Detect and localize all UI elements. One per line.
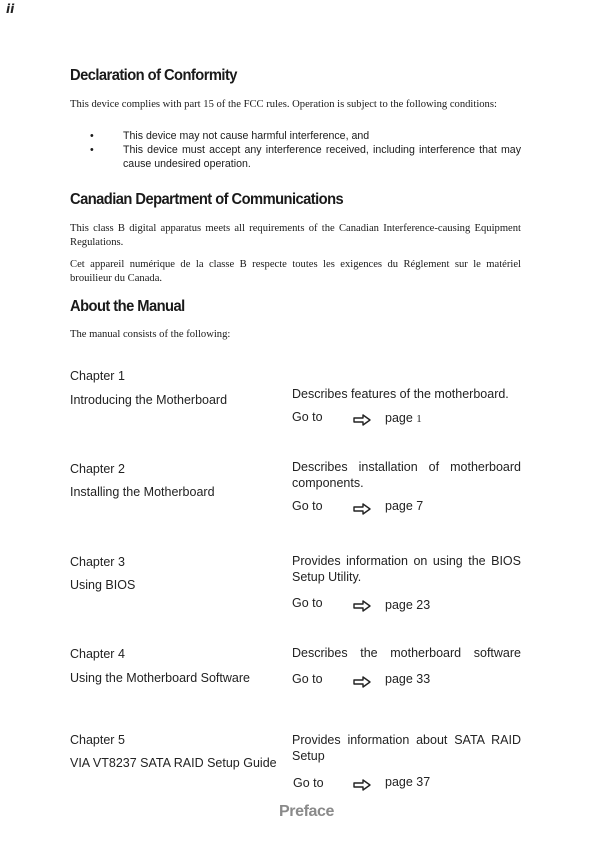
conformity-intro: This device complies with part 15 of the FCC rules. Operation is subject to the following conditions: (70, 99, 497, 110)
chapter-2-page-link[interactable] (385, 499, 423, 513)
bullet-dot-icon: • (90, 130, 94, 142)
chapter-4-description: Describes the motherboard software (292, 646, 521, 660)
chapter-4-page-link[interactable] (385, 672, 430, 686)
page-label: page (385, 499, 413, 513)
page-label: page (385, 672, 413, 686)
manual-intro: The manual consists of the following: (70, 329, 231, 340)
chapter-2-description: Describes installation of motherboard components. (292, 460, 521, 490)
page-number-value: 1 (416, 413, 422, 425)
conformity-bullet-2 (90, 143, 521, 171)
canadian-paragraph-en: This class B digital apparatus meets all requirements of the Canadian Interference-causing Equipment Regulations. (70, 223, 521, 248)
page-label: page (385, 411, 413, 425)
hollow-right-arrow-icon (352, 502, 372, 516)
conformity-bullet-1 (90, 129, 521, 143)
hollow-right-arrow-icon (352, 413, 372, 427)
chapter-1-number: Chapter 1 (70, 369, 125, 383)
chapter-1-title: Introducing the Motherboard (70, 393, 228, 407)
chapter-5-description: Provides information about SATA RAID Setup (292, 733, 521, 763)
chapter-4-goto: Go to (292, 672, 323, 686)
bullet-dot-icon: • (90, 144, 94, 156)
heading-declaration-of-conformity: Declaration of Conformity (70, 67, 237, 84)
chapter-3-goto: Go to (292, 596, 323, 610)
page-number-value: 7 (416, 499, 424, 513)
chapter-3-number: Chapter 3 (70, 555, 125, 569)
chapter-3-description: Provides information on using the BIOS Setup Utility. (292, 554, 521, 584)
bullet-text: This device must accept any interference received, including interference that may cause undesired operation. (123, 144, 521, 170)
page-number-value: 23 (416, 598, 431, 612)
footer-preface: Preface (278, 803, 335, 820)
page-number: ii (6, 2, 15, 16)
hollow-right-arrow-icon (352, 778, 372, 792)
chapter-2-title: Installing the Motherboard (70, 485, 215, 499)
chapter-5-goto: Go to (293, 776, 324, 790)
hollow-right-arrow-icon (352, 599, 372, 613)
chapter-5-title: VIA VT8237 SATA RAID Setup Guide (70, 756, 277, 770)
canadian-paragraph-fr: Cet appareil numérique de la classe B respecte toutes les exigences du Réglement sur le matériel brouilieur du Canada. (70, 259, 521, 284)
heading-about-the-manual: About the Manual (70, 298, 185, 315)
page-label: page (385, 775, 413, 789)
chapter-2-goto: Go to (292, 499, 323, 513)
chapter-1-goto: Go to (292, 410, 323, 424)
chapter-4-number: Chapter 4 (70, 647, 125, 661)
chapter-3-page-link[interactable] (385, 598, 430, 612)
chapter-1-description: Describes features of the motherboard. (292, 387, 509, 401)
chapter-5-number: Chapter 5 (70, 733, 125, 747)
chapter-2-number: Chapter 2 (70, 462, 125, 476)
conformity-bullet-list (90, 129, 521, 171)
page-number-value: 33 (416, 672, 431, 686)
page-label: page (385, 598, 413, 612)
bullet-text: This device may not cause harmful interference, and (123, 130, 370, 142)
chapter-1-page-link[interactable] (385, 411, 422, 425)
hollow-right-arrow-icon (352, 675, 372, 689)
heading-canadian-department: Canadian Department of Communications (70, 191, 344, 208)
chapter-4-title: Using the Motherboard Software (70, 671, 250, 685)
page-number-value: 37 (416, 775, 431, 789)
chapter-5-page-link[interactable] (385, 775, 430, 789)
chapter-3-title: Using BIOS (70, 578, 136, 592)
